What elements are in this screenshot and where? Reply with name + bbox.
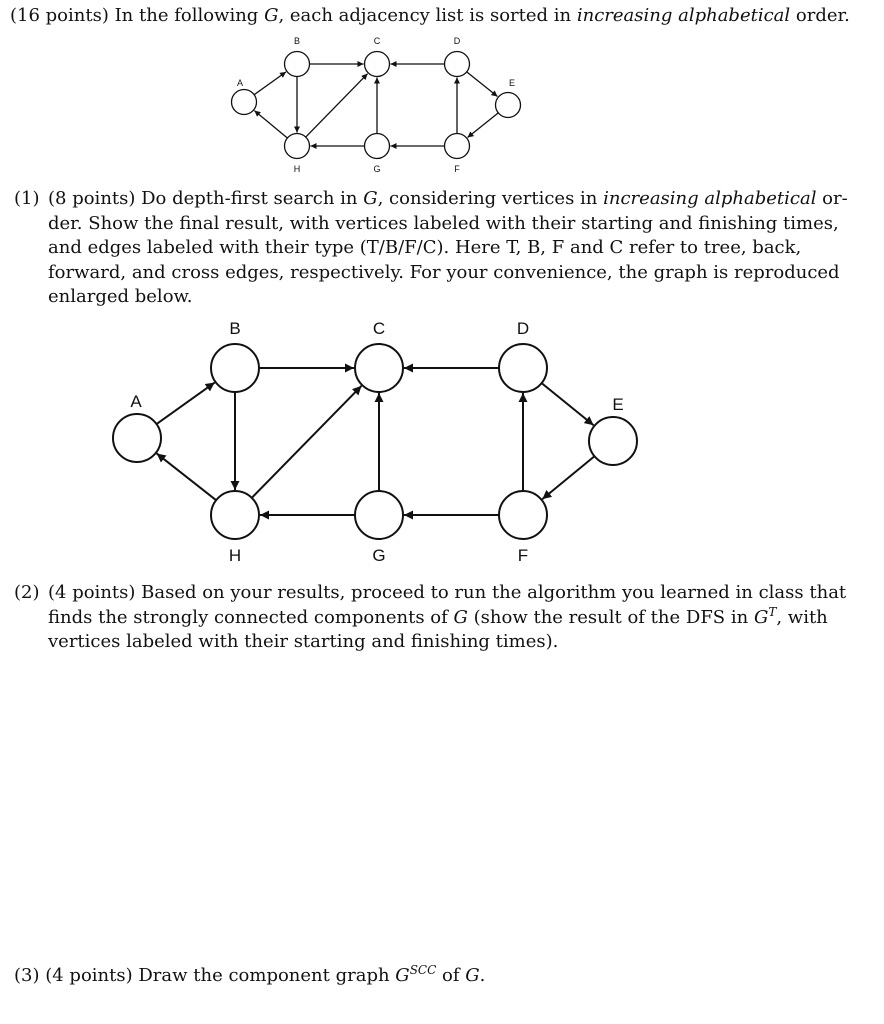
vertex-a <box>232 90 257 115</box>
q1-number: (1) <box>14 188 40 209</box>
vertex-h <box>211 491 259 539</box>
vertex-label-h: H <box>293 164 301 174</box>
edge-a-to-b <box>157 383 215 425</box>
problem-header: (16 points) In the following G, each adjacency list is sorted in increasing alphabetical order. <box>10 5 850 26</box>
vertex-e <box>589 417 637 465</box>
q2-line-3: vertices labeled with their starting and finishing times). <box>48 631 559 652</box>
edge-a-to-b <box>254 72 286 95</box>
vertex-label-f: F <box>454 164 460 174</box>
q1-line-1: (8 points) Do depth-first search in G, considering vertices in increasing alphabetical or- <box>48 188 848 209</box>
vertex-h <box>285 134 310 159</box>
vertex-label-b: B <box>229 319 241 338</box>
vertex-label-d: D <box>453 36 461 46</box>
vertex-a <box>113 414 161 462</box>
edge-d-to-e <box>467 72 498 97</box>
vertex-f <box>499 491 547 539</box>
vertex-g <box>365 134 390 159</box>
large-graph-diagram <box>0 312 884 572</box>
vertex-c <box>355 344 403 392</box>
vertex-label-f: F <box>517 546 529 565</box>
q2-number: (2) <box>14 582 40 603</box>
edge-e-to-f <box>542 456 594 499</box>
vertex-label-g: G <box>372 546 386 565</box>
vertex-e <box>496 93 521 118</box>
vertex-d <box>499 344 547 392</box>
vertex-label-a: A <box>130 392 142 411</box>
edge-h-to-c <box>306 74 368 137</box>
vertex-label-e: E <box>508 78 516 88</box>
q2-text <box>48 581 847 655</box>
vertex-label-h: H <box>228 546 242 565</box>
q2-line-2: finds the strongly connected components of G (show the result of the DFS in $G^T$, with <box>48 604 828 628</box>
vertex-label-b: B <box>293 36 301 46</box>
vertex-label-g: G <box>373 164 381 174</box>
vertex-f <box>445 134 470 159</box>
vertex-label-e: E <box>612 395 624 414</box>
edge-e-to-f <box>468 113 499 138</box>
q3-text: (3) (4 points) Draw the component graph $G^{SCC}$ of G. <box>14 963 486 986</box>
small-graph-diagram <box>0 30 884 180</box>
vertex-g <box>355 491 403 539</box>
vertex-b <box>285 52 310 77</box>
q2-line-1: (4 points) Based on your results, proceed to run the algorithm you learned in class that <box>48 582 847 603</box>
edge-h-to-a <box>254 111 287 138</box>
vertex-c <box>365 52 390 77</box>
q1-line-2: der. Show the final result, with vertices labeled with their starting and finishing times, <box>48 212 839 234</box>
vertex-label-a: A <box>236 78 244 88</box>
q1-line-3: and edges labeled with their type (T/B/F/C). Here T, B, F and C refer to tree, back, <box>48 237 802 258</box>
edge-h-to-a <box>157 453 216 500</box>
edge-h-to-c <box>252 386 362 498</box>
vertex-label-c: C <box>373 36 381 46</box>
q1-text <box>48 187 848 310</box>
vertex-label-c: C <box>372 319 386 338</box>
q1-line-5: enlarged below. <box>48 286 193 307</box>
edge-d-to-e <box>542 383 594 425</box>
vertex-label-d: D <box>516 319 530 338</box>
q1-line-4: forward, and cross edges, respectively. For your convenience, the graph is reproduced <box>48 261 840 283</box>
vertex-d <box>445 52 470 77</box>
vertex-b <box>211 344 259 392</box>
